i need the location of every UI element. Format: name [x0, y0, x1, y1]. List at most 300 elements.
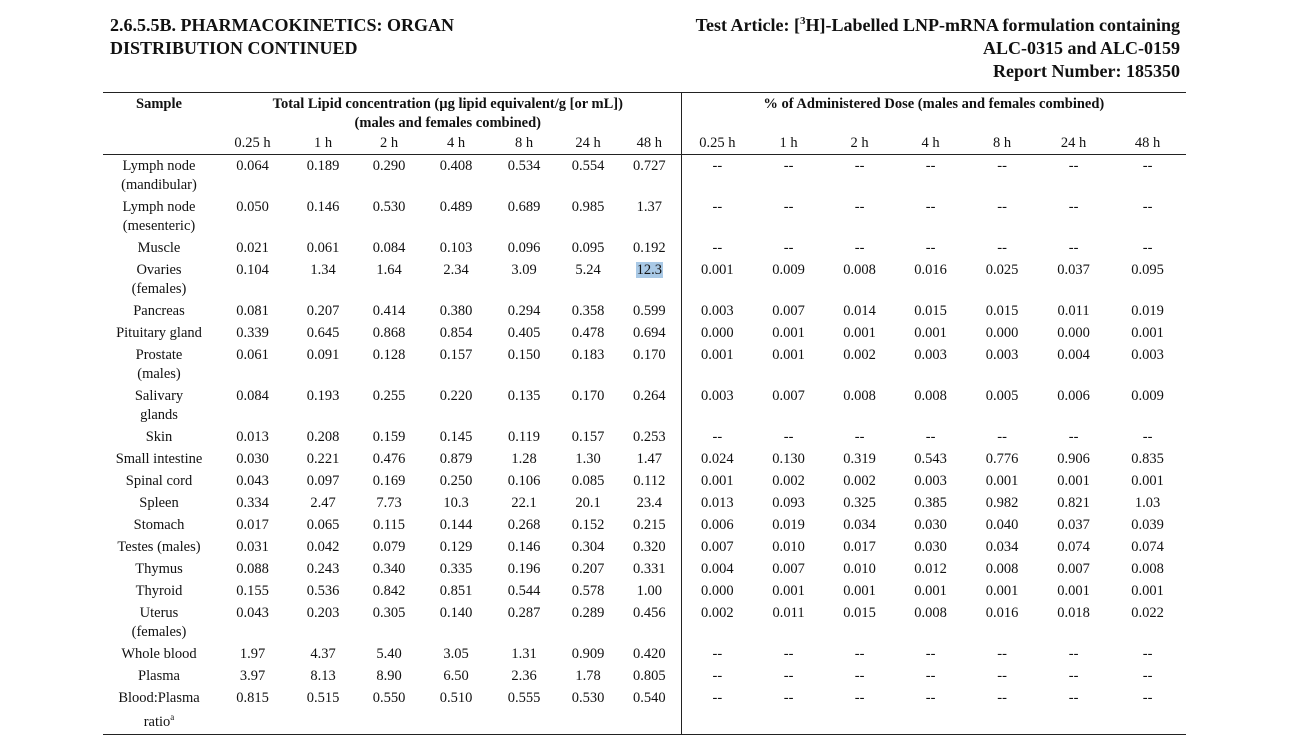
pct-value-cell: 0.015: [843, 605, 876, 621]
conc-value-cell: 0.170: [618, 345, 681, 386]
sample-cell: [103, 427, 215, 449]
pct-value-cell: 0.007: [772, 388, 805, 404]
conc-value-cell: 0.335: [439, 561, 473, 577]
conc-value-cell: 0.104: [236, 262, 269, 278]
conc-value-cell: 22.1: [511, 495, 537, 511]
conc-value-cell: 0.146: [306, 199, 340, 215]
conc-value-cell: 0.084: [236, 388, 269, 404]
section-title-line1: 2.6.5.5B. PHARMACOKINETICS: ORGAN: [110, 15, 455, 35]
conc-value-cell: 1.30: [575, 451, 601, 467]
conc-value-cell: 0.334: [236, 495, 269, 511]
sample-cell: [103, 386, 215, 427]
conc-value-cell: 3.09: [511, 262, 537, 278]
pct-value-cell: 0.006: [1057, 388, 1090, 404]
table-row: [103, 449, 1186, 471]
conc-value-cell: 0.140: [439, 605, 473, 621]
table-row: [103, 537, 1186, 559]
pct-timepoint-header: 48 h: [1134, 135, 1161, 151]
pct-value-cell: --: [1068, 429, 1079, 445]
conc-value-cell: 0.061: [306, 240, 340, 256]
pct-value-cell: --: [925, 158, 936, 174]
pct-value-cell: 0.835: [1131, 451, 1164, 467]
pct-value-cell: 0.982: [985, 495, 1019, 511]
conc-value-cell: 0.170: [571, 388, 605, 404]
sample-label: (females): [131, 624, 187, 640]
pct-value-cell: 0.019: [1131, 303, 1164, 319]
pct-value-cell: 0.001: [1131, 583, 1164, 599]
pct-value-cell: --: [854, 668, 865, 684]
conc-value-cell: 0.408: [439, 158, 473, 174]
conc-value-cell: 4.37: [310, 646, 336, 662]
sample-label: Spinal cord: [125, 473, 193, 489]
sample-label: Small intestine: [115, 451, 203, 467]
conc-timepoint-header: 4 h: [446, 135, 466, 151]
sample-label: (mandibular): [121, 177, 197, 193]
pct-value-cell: 0.037: [1057, 517, 1090, 533]
pct-value-cell: 0.821: [1057, 495, 1090, 511]
pct-value-cell: 0.003: [985, 347, 1019, 363]
sample-cell: [103, 559, 215, 581]
conc-value-cell: 0.155: [236, 583, 269, 599]
conc-value-cell: 0.264: [618, 386, 681, 427]
conc-value-cell: 0.144: [439, 517, 473, 533]
conc-value-cell: 0.192: [618, 238, 681, 260]
conc-value-cell: 0.405: [507, 325, 541, 341]
conc-value-cell: 0.152: [571, 517, 605, 533]
pct-value-cell: 0.009: [1131, 388, 1164, 404]
total-lipid-header: [215, 93, 681, 134]
pct-value-cell: 0.015: [914, 303, 947, 319]
sample-label: Lymph node: [122, 158, 196, 174]
table-body: [103, 155, 1186, 735]
pct-value-cell: --: [712, 690, 723, 706]
sample-cell: [103, 301, 215, 323]
table-row: [103, 471, 1186, 493]
conc-value-cell: 0.050: [236, 199, 269, 215]
conc-value-cell: 7.73: [376, 495, 402, 511]
conc-value-cell: 0.193: [306, 388, 340, 404]
conc-value-cell: 0.106: [507, 473, 541, 489]
pct-value-cell: --: [925, 668, 936, 684]
pct-value-cell: --: [712, 240, 723, 256]
table-row: [103, 386, 1186, 427]
conc-value-cell: 0.805: [618, 666, 681, 688]
conc-value-cell: 0.097: [306, 473, 340, 489]
pct-value-cell: 0.022: [1131, 605, 1164, 621]
sample-cell: [103, 345, 215, 386]
sample-label: glands: [140, 407, 178, 423]
sample-cell: [103, 688, 215, 734]
sample-label: (males): [137, 366, 181, 382]
pct-value-cell: --: [1068, 690, 1079, 706]
pct-value-cell: 0.009: [772, 262, 805, 278]
conc-value-cell: 10.3: [443, 495, 469, 511]
pct-value-cell: 0.001: [1131, 325, 1164, 341]
conc-value-cell: 1.28: [511, 451, 537, 467]
pct-value-cell: 0.001: [985, 473, 1019, 489]
conc-value-cell: 0.043: [236, 605, 269, 621]
pct-value-cell: 0.000: [985, 325, 1019, 341]
pct-value-cell: 0.008: [985, 561, 1019, 577]
conc-value-cell: 0.478: [571, 325, 605, 341]
pct-value-cell: 0.007: [701, 539, 734, 555]
section-title-line2: DISTRIBUTION CONTINUED: [110, 38, 358, 58]
organ-distribution-table: [103, 92, 1186, 735]
pct-value-cell: --: [783, 240, 794, 256]
pct-value-cell: 0.012: [914, 561, 947, 577]
pct-value-cell: 0.010: [772, 539, 805, 555]
sample-cell: [103, 603, 215, 644]
conc-value-cell: 0.414: [372, 303, 406, 319]
pct-value-cell: 0.074: [1057, 539, 1090, 555]
conc-value-cell: 0.079: [372, 539, 406, 555]
pct-value-cell: --: [783, 646, 794, 662]
pct-value-cell: --: [925, 240, 936, 256]
conc-value-cell: 0.290: [372, 158, 406, 174]
pct-value-cell: 0.385: [914, 495, 947, 511]
pct-value-cell: 0.008: [914, 388, 947, 404]
pct-value-cell: 0.001: [772, 583, 805, 599]
conc-value-cell: 0.550: [372, 690, 406, 706]
conc-value-cell: 0.215: [618, 515, 681, 537]
conc-value-cell: 0.420: [618, 644, 681, 666]
pct-value-cell: 1.03: [1134, 495, 1161, 511]
conc-value-cell: 0.340: [372, 561, 406, 577]
pct-value-cell: 0.004: [1057, 347, 1090, 363]
pct-value-cell: 0.001: [772, 325, 805, 341]
conc-value-cell: 0.013: [236, 429, 269, 445]
pct-value-cell: 0.001: [843, 325, 876, 341]
conc-value-cell: 2.34: [443, 262, 469, 278]
pct-value-cell: 0.007: [1057, 561, 1090, 577]
table-row: [103, 260, 1186, 301]
conc-value-cell: 0.112: [618, 471, 681, 493]
pct-value-cell: 0.011: [1057, 303, 1090, 319]
pct-value-cell: 0.095: [1131, 262, 1164, 278]
pct-value-cell: 0.003: [701, 303, 734, 319]
conc-value-cell: 0.043: [236, 473, 269, 489]
conc-value-cell: 0.530: [571, 690, 605, 706]
pct-value-cell: --: [854, 690, 865, 706]
pct-value-cell: 0.001: [985, 583, 1019, 599]
pct-value-cell: --: [712, 429, 723, 445]
pct-value-cell: --: [1068, 199, 1079, 215]
pct-value-cell: 0.325: [843, 495, 876, 511]
pct-value-cell: 0.001: [701, 262, 734, 278]
sample-label: Prostate: [135, 347, 183, 363]
pct-value-cell: 0.019: [772, 517, 805, 533]
conc-value-cell: 0.030: [236, 451, 269, 467]
pct-value-cell: --: [925, 199, 936, 215]
conc-value-cell: 0.103: [439, 240, 473, 256]
conc-value-cell: [618, 260, 681, 301]
conc-value-cell: 0.159: [372, 429, 406, 445]
conc-value-cell: 0.331: [618, 559, 681, 581]
sample-cell: [103, 323, 215, 345]
pct-value-cell: 0.003: [1131, 347, 1164, 363]
pct-value-cell: --: [854, 429, 865, 445]
pct-value-cell: --: [997, 668, 1007, 684]
conc-value-cell: 0.146: [507, 539, 541, 555]
conc-value-cell: 1.78: [575, 668, 601, 684]
conc-value-cell: 0.189: [306, 158, 340, 174]
pct-value-cell: 0.001: [1057, 473, 1090, 489]
pct-value-cell: --: [1068, 240, 1079, 256]
conc-value-cell: 0.183: [571, 347, 605, 363]
pct-value-cell: 0.005: [985, 388, 1019, 404]
conc-value-cell: 0.255: [372, 388, 406, 404]
pct-value-cell: --: [783, 158, 794, 174]
conc-timepoint-header: 1 h: [313, 135, 333, 151]
conc-value-cell: 0.304: [571, 539, 605, 555]
pct-timepoint-header: 24 h: [1060, 135, 1087, 151]
conc-value-cell: 0.150: [507, 347, 541, 363]
conc-value-cell: 0.207: [571, 561, 605, 577]
sample-label: Thymus: [135, 561, 183, 577]
pct-value-cell: 0.003: [914, 347, 947, 363]
conc-value-cell: 0.220: [439, 388, 473, 404]
test-article-rest: H]-Labelled LNP-mRNA formulation containing: [805, 15, 1180, 35]
conc-value-cell: 0.555: [507, 690, 541, 706]
sample-label: Stomach: [133, 517, 185, 533]
pct-value-cell: --: [1142, 199, 1153, 215]
conc-value-cell: 0.091: [306, 347, 340, 363]
pct-value-cell: --: [1142, 158, 1153, 174]
pct-value-cell: --: [1142, 668, 1153, 684]
sample-cell: [103, 537, 215, 559]
pct-value-cell: 0.002: [843, 347, 876, 363]
pct-value-cell: --: [997, 646, 1007, 662]
sample-cell: [103, 493, 215, 515]
conc-value-cell: 2.47: [310, 495, 336, 511]
sample-cell: [103, 471, 215, 493]
pct-value-cell: 0.015: [985, 303, 1019, 319]
table-row: [103, 581, 1186, 603]
sample-cell: [103, 515, 215, 537]
pct-value-cell: --: [712, 646, 723, 662]
conc-value-cell: 0.842: [372, 583, 406, 599]
conc-value-cell: 1.31: [511, 646, 537, 662]
sample-label: (females): [131, 281, 187, 297]
pct-value-cell: 0.008: [1131, 561, 1164, 577]
conc-value-cell: 0.851: [439, 583, 473, 599]
pct-timepoint-header: 0.25 h: [699, 135, 736, 151]
table-row: [103, 238, 1186, 260]
pct-value-cell: --: [997, 690, 1007, 706]
sample-label: Ovaries: [136, 262, 182, 278]
conc-value-cell: 0.221: [306, 451, 340, 467]
pct-value-cell: --: [925, 690, 936, 706]
conc-value-cell: 3.05: [443, 646, 469, 662]
conc-value-cell: 0.017: [236, 517, 269, 533]
pct-value-cell: 0.001: [843, 583, 876, 599]
pct-value-cell: --: [854, 199, 865, 215]
conc-value-cell: 0.085: [571, 473, 605, 489]
conc-value-cell: 0.909: [571, 646, 605, 662]
pct-value-cell: 0.004: [701, 561, 734, 577]
conc-value-cell: 0.042: [306, 539, 340, 555]
conc-value-cell: 0.128: [372, 347, 406, 363]
conc-value-cell: 0.196: [507, 561, 541, 577]
pct-value-cell: 0.025: [985, 262, 1019, 278]
conc-value-cell: 0.868: [372, 325, 406, 341]
table-row: [103, 603, 1186, 644]
conc-value-cell: 0.645: [306, 325, 340, 341]
pct-value-cell: --: [997, 240, 1007, 256]
pct-value-cell: --: [783, 668, 794, 684]
pct-value-cell: --: [1142, 429, 1153, 445]
pct-value-cell: 0.008: [843, 388, 876, 404]
conc-value-cell: 0.694: [618, 323, 681, 345]
conc-value-cell: 20.1: [575, 495, 601, 511]
conc-value-cell: 0.115: [372, 517, 406, 533]
table-row: [103, 197, 1186, 238]
pct-value-cell: --: [925, 646, 936, 662]
pct-value-cell: --: [783, 429, 794, 445]
sample-label: Pituitary gland: [116, 325, 202, 341]
conc-value-cell: 0.599: [618, 301, 681, 323]
conc-timepoint-header: 0.25 h: [234, 135, 271, 151]
pct-value-cell: 0.002: [772, 473, 805, 489]
conc-value-cell: 0.250: [439, 473, 473, 489]
pct-value-cell: 0.002: [843, 473, 876, 489]
pct-timepoint-header: 1 h: [779, 135, 798, 151]
conc-value-cell: 0.305: [372, 605, 406, 621]
conc-value-cell: 0.879: [439, 451, 473, 467]
pct-value-cell: 0.003: [914, 473, 947, 489]
test-article-block: [560, 14, 1180, 83]
conc-value-cell: 1.64: [376, 262, 402, 278]
sample-label: (mesenteric): [122, 218, 196, 234]
conc-value-cell: 2.36: [511, 668, 537, 684]
pct-value-cell: --: [997, 429, 1007, 445]
table-row: [103, 301, 1186, 323]
sample-label: Salivary: [134, 388, 184, 404]
pct-value-cell: 0.000: [701, 583, 734, 599]
conc-value-cell: 0.985: [571, 199, 605, 215]
sample-label: Testes (males): [117, 539, 201, 555]
sample-label: Whole blood: [121, 646, 197, 662]
sample-label: Spleen: [139, 495, 179, 511]
conc-value-cell: 0.476: [372, 451, 406, 467]
pct-value-cell: 0.000: [701, 325, 734, 341]
pct-value-cell: 0.007: [772, 561, 805, 577]
conc-value-cell: 1.97: [239, 646, 266, 662]
pct-value-cell: --: [783, 199, 794, 215]
conc-value-cell: 0.064: [236, 158, 269, 174]
conc-value-cell: 0.031: [236, 539, 269, 555]
conc-value-cell: 0.544: [507, 583, 541, 599]
timepoint-header-row: [103, 133, 1186, 155]
conc-value-cell: 0.358: [571, 303, 605, 319]
conc-value-cell: 0.207: [306, 303, 340, 319]
pct-value-cell: --: [1068, 646, 1079, 662]
pct-value-cell: --: [997, 158, 1007, 174]
table-row: [103, 559, 1186, 581]
conc-value-cell: 0.540: [618, 688, 681, 734]
pct-value-cell: --: [997, 199, 1007, 215]
conc-value-cell: 23.4: [618, 493, 681, 515]
pct-value-cell: 0.906: [1057, 451, 1090, 467]
conc-value-cell: 0.320: [618, 537, 681, 559]
conc-value-cell: 0.157: [439, 347, 473, 363]
conc-value-cell: 0.515: [306, 690, 340, 706]
pct-value-cell: 0.001: [1131, 473, 1164, 489]
conc-value-cell: 1.00: [618, 581, 681, 603]
highlighted-value: 12.3: [636, 262, 662, 278]
conc-value-cell: 0.854: [439, 325, 473, 341]
pct-value-cell: 0.018: [1057, 605, 1090, 621]
conc-value-cell: 0.815: [236, 690, 269, 706]
pct-value-cell: 0.030: [914, 539, 947, 555]
conc-value-cell: 3.97: [239, 668, 266, 684]
conc-value-cell: 1.47: [618, 449, 681, 471]
test-article-line1: [560, 14, 1180, 37]
sample-label: Plasma: [138, 668, 180, 684]
pct-value-cell: 0.008: [843, 262, 876, 278]
conc-timepoint-header: 2 h: [379, 135, 399, 151]
conc-value-cell: 0.129: [439, 539, 473, 555]
pct-value-cell: 0.034: [843, 517, 876, 533]
pct-value-cell: --: [783, 690, 794, 706]
sample-header: Sample: [136, 96, 182, 112]
conc-value-cell: 0.021: [236, 240, 269, 256]
pct-value-cell: --: [1142, 240, 1153, 256]
conc-value-cell: 8.90: [376, 668, 402, 684]
total-lipid-header-line1: Total Lipid concentration (µg lipid equivalent/g [or mL]): [272, 96, 623, 112]
pct-value-cell: --: [854, 240, 865, 256]
pct-value-cell: --: [1068, 668, 1079, 684]
table-row: [103, 515, 1186, 537]
sample-label: Muscle: [137, 240, 181, 256]
footnote-marker: a: [170, 712, 175, 722]
pct-value-cell: 0.024: [701, 451, 734, 467]
pct-timepoint-header: 8 h: [993, 135, 1012, 151]
pct-value-cell: 0.074: [1131, 539, 1164, 555]
pct-value-cell: 0.001: [701, 473, 734, 489]
pct-timepoint-header: 4 h: [921, 135, 940, 151]
sample-cell: [103, 449, 215, 471]
pct-value-cell: 0.543: [914, 451, 947, 467]
table-row: [103, 323, 1186, 345]
conc-value-cell: 0.287: [507, 605, 541, 621]
conc-value-cell: 0.510: [439, 690, 473, 706]
pct-value-cell: 0.016: [985, 605, 1019, 621]
table-row: [103, 427, 1186, 449]
conc-value-cell: 0.253: [618, 427, 681, 449]
pct-value-cell: --: [712, 199, 723, 215]
pct-value-cell: 0.319: [843, 451, 876, 467]
pct-value-cell: 0.034: [985, 539, 1019, 555]
isotope-superscript: 3: [799, 15, 806, 27]
pct-value-cell: --: [854, 646, 865, 662]
pct-value-cell: --: [712, 158, 723, 174]
conc-value-cell: 0.456: [618, 603, 681, 644]
conc-value-cell: 0.157: [571, 429, 605, 445]
sample-label: Skin: [145, 429, 173, 445]
pct-value-cell: 0.039: [1131, 517, 1164, 533]
sample-cell: [103, 644, 215, 666]
conc-timepoint-header: 24 h: [575, 135, 601, 151]
conc-value-cell: 0.380: [439, 303, 473, 319]
table-row: [103, 345, 1186, 386]
total-lipid-header-line2: (males and females combined): [354, 115, 542, 131]
conc-value-cell: 0.145: [439, 429, 473, 445]
sample-cell: [103, 155, 215, 198]
conc-value-cell: 0.084: [372, 240, 406, 256]
conc-value-cell: 0.689: [507, 199, 541, 215]
table-row: [103, 666, 1186, 688]
